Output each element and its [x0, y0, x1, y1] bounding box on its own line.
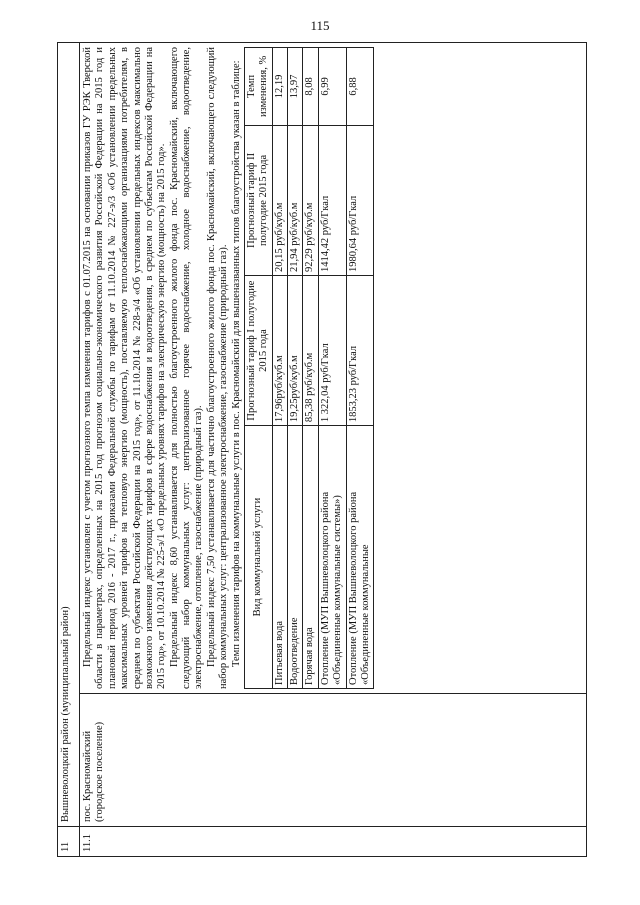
- table-intro: Темп изменения тарифов на коммунальные услуги в пос. Красномайский для вышеназванных типов благоустройства указан в таблице:: [230, 60, 242, 667]
- header-tariff-h2: Прогнозный тариф II полугодие 2015 года: [244, 125, 272, 275]
- cell-tariff-h2: 1414,42 руб/Гкал: [318, 125, 346, 275]
- cell-change-rate: 6,88: [346, 48, 374, 126]
- table-row: [272, 48, 287, 689]
- cell-change-rate: 8,08: [303, 48, 318, 126]
- table-row: [318, 48, 346, 689]
- table-row: [288, 48, 303, 689]
- cell-change-rate: 12,19: [272, 48, 287, 126]
- location-name: пос. Красномайский (городское поселение): [80, 694, 587, 827]
- main-table: [57, 42, 587, 857]
- cell-service: Горячая вода: [303, 426, 318, 689]
- tariff-header-row: [244, 48, 272, 689]
- subsection-row: [80, 43, 587, 857]
- paragraph-index-full: Предельный индекс 8,60 устанавливается для полностью благоустроенного жилого фонда пос. Красномайский, включающего следующий набор коммунальных услуг: централизованное горячее водоснабжение, холодное водоснабжение, водоотведение, электроснабжение, отопление, газоснабжение (природный газ).: [168, 47, 205, 689]
- header-change-rate: Темп изменения, %: [244, 48, 272, 126]
- paragraph-basis: Предельный индекс установлен с учетом прогнозного темпа изменения тарифов с 01.07.2015 на основании приказов ГУ РЭК Тверской области в параметрах, определенных на 2015 год прогнозом социально-экономического развития Российской Федерации на 2015 год и плановый период 2016 - 2017 г., приказами Федеральной службы по тарифам от 11.10.2014 № 227-э/3 «Об установлении предельных максимальных уровней тарифов на тепловую энергию (мощность), поставляемую теплоснабжающими организациями потребителям, в среднем по субъектам Российской Федерации на 2015 год», от 11.10.2014 № 228-э/4 «Об установлении предельных индексов максимально возможного изменения действующих тарифов в сфере водоснабжения и водоотведения, в среднем по субъектам Российской Федерации на 2015 год», от 10.10.2014 № 225-э/1 «О предельных уровнях тарифов на электрическую энергию (мощность) на 2015 год».: [82, 47, 168, 689]
- cell-tariff-h1: 17,96руб/куб.м: [272, 275, 287, 425]
- cell-tariff-h1: 1853,23 руб/Гкал: [346, 275, 374, 425]
- header-tariff-h1: Прогнозный тариф I полугодие 2015 года: [244, 275, 272, 425]
- cell-tariff-h1: 1 322,04 руб/Гкал: [318, 275, 346, 425]
- region-row: [58, 43, 80, 857]
- cell-service: Водоотведение: [288, 426, 303, 689]
- table-row: [346, 48, 374, 689]
- cell-service: Отопление (МУП Вышневолоцкого района «Объединенные коммунальные: [346, 426, 374, 689]
- header-service: Вид коммунальной услуги: [244, 426, 272, 689]
- paragraph-index-partial: Предельный индекс 7,50 устанавливается для частично благоустроенного жилого фонда пос. Красномайский, включающего следующий набор коммунальных услуг: централизованное электроснабжение, газоснабжение (природный газ).: [205, 47, 230, 689]
- cell-service: Питьевая вода: [272, 426, 287, 689]
- cell-tariff-h1: 85,38 руб/куб.м: [303, 275, 318, 425]
- cell-tariff-h2: 1980,64 руб/Гкал: [346, 125, 374, 275]
- subsection-content: [80, 43, 587, 694]
- cell-change-rate: 13,97: [288, 48, 303, 126]
- rotated-content: [57, 42, 587, 857]
- page-number: 115: [310, 18, 330, 33]
- cell-tariff-h2: 21,94 руб/куб.м: [288, 125, 303, 275]
- cell-tariff-h2: 92,29 руб/куб.м: [303, 125, 318, 275]
- cell-tariff-h1: 19,25руб/куб.м: [288, 275, 303, 425]
- subsection-number: 11.1: [80, 827, 587, 857]
- region-number: 11: [58, 827, 80, 857]
- tariff-table: [244, 47, 374, 689]
- cell-change-rate: 6,99: [318, 48, 346, 126]
- cell-tariff-h2: 20,15 руб/куб.м: [272, 125, 287, 275]
- table-row: [303, 48, 318, 689]
- cell-service: Отопление (МУП Вышневолоцкого района «Объединенные коммунальные системы»): [318, 426, 346, 689]
- region-title: Вышневолоцкий район (муниципальный район): [58, 43, 80, 827]
